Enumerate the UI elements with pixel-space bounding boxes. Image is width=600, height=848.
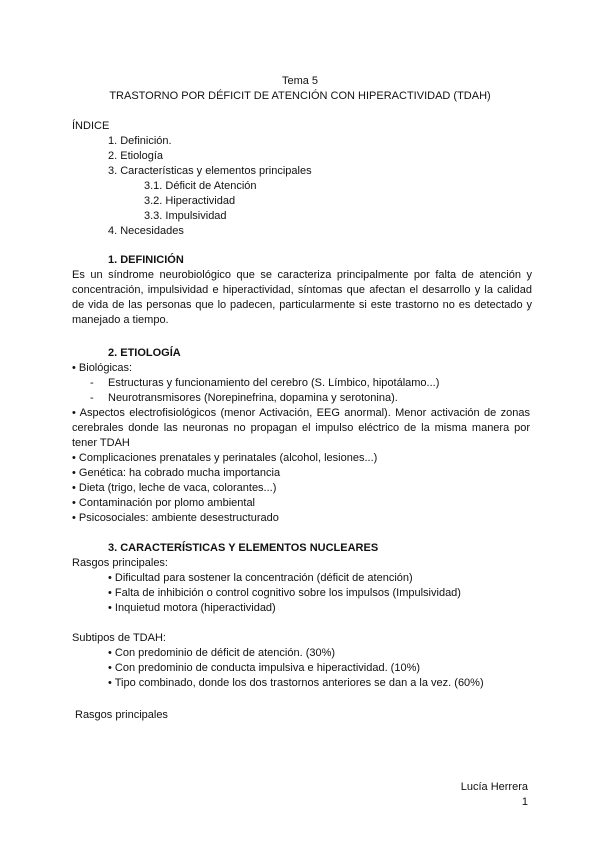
index-item-4: 4. Necesidades bbox=[108, 225, 184, 237]
page-number: 1 bbox=[521, 796, 528, 808]
index-item-2: 2. Etiología bbox=[108, 150, 164, 162]
index-subitem-3-1: 3.1. Déficit de Atención bbox=[144, 180, 257, 192]
definition-heading: 1. DEFINICIÓN bbox=[108, 254, 184, 266]
etiology-electro-text: • Aspectos electrofisiológicos (menor Activación, EEG anormal). Menor activación de zonas cerebrales donde las neuronas no propagan el impulso eléctrico de la misma manera por tener TDAH bbox=[72, 407, 530, 449]
author-name: Lucía Herrera bbox=[460, 781, 528, 793]
dash-marker: - bbox=[90, 377, 94, 389]
trait-item-1: • Dificultad para sostener la concentración (déficit de atención) bbox=[108, 572, 413, 584]
etiology-bullet-4: • Contaminación por plomo ambiental bbox=[72, 497, 256, 509]
etiology-bio-label: • Biológicas: bbox=[72, 362, 133, 374]
document-title: TRASTORNO POR DÉFICIT DE ATENCIÓN CON HIPERACTIVIDAD (TDAH) bbox=[109, 90, 491, 102]
etiology-bullet-2: • Genética: ha cobrado mucha importancia bbox=[72, 467, 281, 479]
subtype-item-2: • Con predominio de conducta impulsiva e hiperactividad. (10%) bbox=[108, 662, 421, 674]
index-subitem-3-2: 3.2. Hiperactividad bbox=[144, 195, 236, 207]
trait-item-2: • Falta de inhibición o control cognitivo sobre los impulsos (Impulsividad) bbox=[108, 587, 461, 599]
etiology-bio-item-2: Neurotransmisores (Norepinefrina, dopamina y serotonina). bbox=[108, 392, 398, 404]
index-item-1: 1. Definición. bbox=[108, 135, 172, 147]
topic-label: Tema 5 bbox=[281, 75, 319, 87]
characteristics-heading: 3. CARACTERÍSTICAS Y ELEMENTOS NUCLEARES bbox=[108, 542, 379, 554]
index-item-3: 3. Características y elementos principales bbox=[108, 165, 312, 177]
dash-marker: - bbox=[90, 392, 94, 404]
etiology-bullet-3: • Dieta (trigo, leche de vaca, colorantes...) bbox=[72, 482, 277, 494]
trait-item-3: • Inquietud motora (hiperactividad) bbox=[108, 602, 276, 614]
index-heading: ÍNDICE bbox=[72, 120, 110, 132]
subtype-item-3: • Tipo combinado, donde los dos trastornos anteriores se dan a la vez. (60%) bbox=[108, 677, 484, 689]
etiology-heading: 2. ETIOLOGÍA bbox=[108, 347, 181, 359]
traits-footer-label: Rasgos principales bbox=[75, 709, 168, 721]
subtype-item-1: • Con predominio de déficit de atención. (30%) bbox=[108, 647, 336, 659]
index-subitem-3-3: 3.3. Impulsividad bbox=[144, 210, 227, 222]
subtypes-label: Subtipos de TDAH: bbox=[72, 632, 166, 644]
etiology-bio-item-1: Estructuras y funcionamiento del cerebro (S. Límbico, hipotálamo...) bbox=[108, 377, 440, 389]
etiology-bullet-5: • Psicosociales: ambiente desestructurado bbox=[72, 512, 279, 524]
traits-label: Rasgos principales: bbox=[72, 557, 168, 569]
definition-text: Es un síndrome neurobiológico que se caracteriza principalmente por falta de atención y concentración, impulsividad e hiperactividad, síntomas que afectan el desarrollo y la calidad de vida de las personas que lo padecen, particularmente si este trastorno no es detectado y manejado a tiempo. bbox=[72, 269, 532, 326]
etiology-bullet-1: • Complicaciones prenatales y perinatales (alcohol, lesiones...) bbox=[72, 452, 378, 464]
